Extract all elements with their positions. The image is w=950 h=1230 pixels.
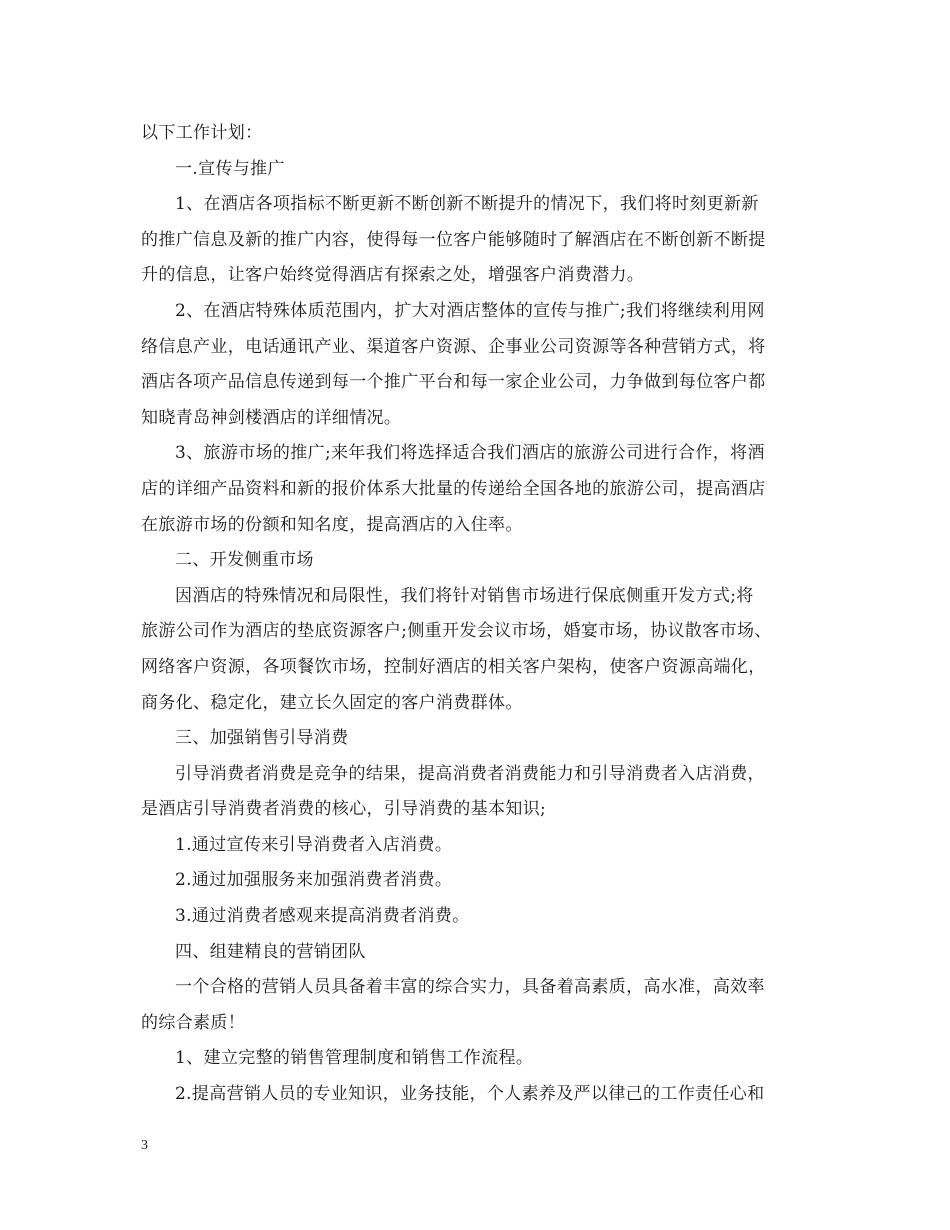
text-line: 2、在酒店特殊体质范围内，扩大对酒店整体的宣传与推广;我们将继续利用网 <box>175 300 765 321</box>
text-line: 四、组建精良的营销团队 <box>175 941 366 962</box>
text-line: 在旅游市场的份额和知名度，提高酒店的入住率。 <box>141 514 523 535</box>
text-line: 引导消费者消费是竞争的结果，提高消费者消费能力和引导消费者入店消费， <box>175 763 765 784</box>
text-line: 2.提高营销人员的专业知识，业务技能，个人素养及严以律己的工作责任心和 <box>175 1084 765 1105</box>
text-line: 一.宣传与推广 <box>175 158 285 179</box>
text-line: 旅游公司作为酒店的垫底资源客户;侧重开发会议市场，婚宴市场，协议散客市场、 <box>141 621 772 642</box>
text-line: 2.通过加强服务来加强消费者消费。 <box>175 870 453 891</box>
text-line: 以下工作计划： <box>141 123 263 143</box>
text-line: 一个合格的营销人员具备着丰富的综合实力，具备着高素质，高水准，高效率 <box>175 977 765 998</box>
document-body <box>141 116 821 1113</box>
text-line: 升的信息，让客户始终觉得酒店有探索之处，增强客户消费潜力。 <box>141 265 645 286</box>
text-line: 3.通过消费者感观来提高消费者消费。 <box>175 906 470 927</box>
text-line: 酒店各项产品信息传递到每一个推广平台和每一家企业公司，力争做到每位客户都 <box>141 372 766 393</box>
text-line: 的综合素质！ <box>141 1012 246 1033</box>
text-line: 知晓青岛神剑楼酒店的详细情况。 <box>141 407 402 428</box>
text-line: 网络客户资源，各项餐饮市场，控制好酒店的相关客户架构，使客户资源高端化， <box>141 656 766 677</box>
text-line: 三、加强销售引导消费 <box>175 728 349 749</box>
text-line: 店的详细产品资料和新的报价体系大批量的传递给全国各地的旅游公司，提高酒店 <box>141 478 766 499</box>
text-line: 二、开发侧重市场 <box>175 550 314 571</box>
page-number: 3 <box>141 1138 148 1153</box>
text-line: 络信息产业，电话通讯产业、渠道客户资源、企事业公司资源等各种营销方式，将 <box>141 336 766 357</box>
text-line: 的推广信息及新的推广内容，使得每一位客户能够随时了解酒店在不断创新不断提 <box>141 229 766 250</box>
text-line: 是酒店引导消费者消费的核心，引导消费的基本知识; <box>141 799 547 820</box>
text-line: 1.通过宣传来引导消费者入店消费。 <box>175 834 453 855</box>
text-line: 1、在酒店各项指标不断更新不断创新不断提升的情况下，我们将时刻更新新 <box>175 194 759 215</box>
text-line: 商务化、稳定化，建立长久固定的客户消费群体。 <box>141 692 523 713</box>
text-line: 3、旅游市场的推广;来年我们将选择适合我们酒店的旅游公司进行合作，将酒 <box>175 443 765 464</box>
text-line: 1、建立完整的销售管理制度和销售工作流程。 <box>175 1048 534 1069</box>
text-line: 因酒店的特殊情况和局限性，我们将针对销售市场进行保底侧重开发方式;将 <box>175 585 754 606</box>
